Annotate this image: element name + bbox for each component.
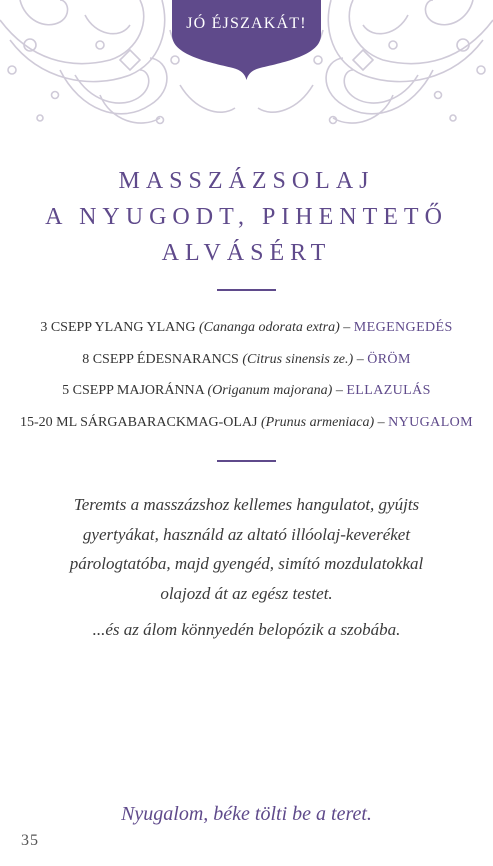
ingredient-effect: MEGENGEDÉS [353, 320, 453, 335]
ingredient-separator: – [374, 414, 389, 430]
ingredient-separator: – [332, 383, 347, 398]
ingredient-row [0, 379, 493, 411]
ingredient-effect: NYUGALOM [388, 414, 474, 430]
tagline: Nyugalom, béke tölti be a teret. [121, 803, 372, 825]
paragraph-line: Teremts a masszázshoz kellemes hangulatot, gyújts [73, 495, 420, 514]
instructions-paragraph [40, 490, 453, 608]
header-tab-title: JÓ ÉJSZAKÁT! [186, 15, 307, 32]
title-line: MASSZÁZSOLAJ [118, 168, 375, 194]
ingredient-amount: 15-20 ML SÁRGABARACKMAG-OLAJ [19, 414, 258, 430]
ingredient-row [0, 348, 493, 380]
ingredient-latin-name: (Origanum majorana) [207, 383, 333, 398]
closing-sentence: ...és az álom könnyedén belopózik a szobába. [92, 620, 401, 639]
divider-bottom [217, 460, 276, 462]
ingredient-amount: 5 CSEPP MAJORÁNNA [62, 383, 205, 398]
paragraph-line: párologtatóba, majd gyengéd, simító mozdulatokkal [69, 554, 424, 573]
ingredient-effect: ELLAZULÁS [346, 383, 431, 398]
title-line: A NYUGODT, PIHENTETŐ [45, 204, 448, 230]
ingredient-list [0, 316, 493, 442]
ingredient-row [0, 316, 493, 348]
ingredient-amount: 8 CSEPP ÉDESNARANCS [82, 351, 239, 367]
page-title [0, 163, 493, 271]
ingredient-latin-name: (Cananga odorata extra) [199, 320, 340, 335]
ingredient-latin-name: (Prunus armeniaca) [260, 414, 375, 430]
paragraph-line: olajozd át az egész testet. [160, 583, 333, 603]
title-line: ALVÁSÉRT [161, 240, 332, 266]
ingredient-amount: 3 CSEPP YLANG YLANG [40, 320, 196, 335]
ingredient-separator: – [353, 351, 368, 367]
ingredient-effect: ÖRÖM [367, 351, 411, 367]
page-number: 35 [21, 832, 39, 849]
paragraph-line: gyertyákat, használd az altató illóolaj-keveréket [82, 524, 411, 544]
ingredient-row [0, 411, 493, 443]
ingredient-separator: – [339, 320, 354, 335]
ingredient-latin-name: (Citrus sinensis ze.) [242, 351, 354, 367]
divider-top [217, 289, 276, 291]
